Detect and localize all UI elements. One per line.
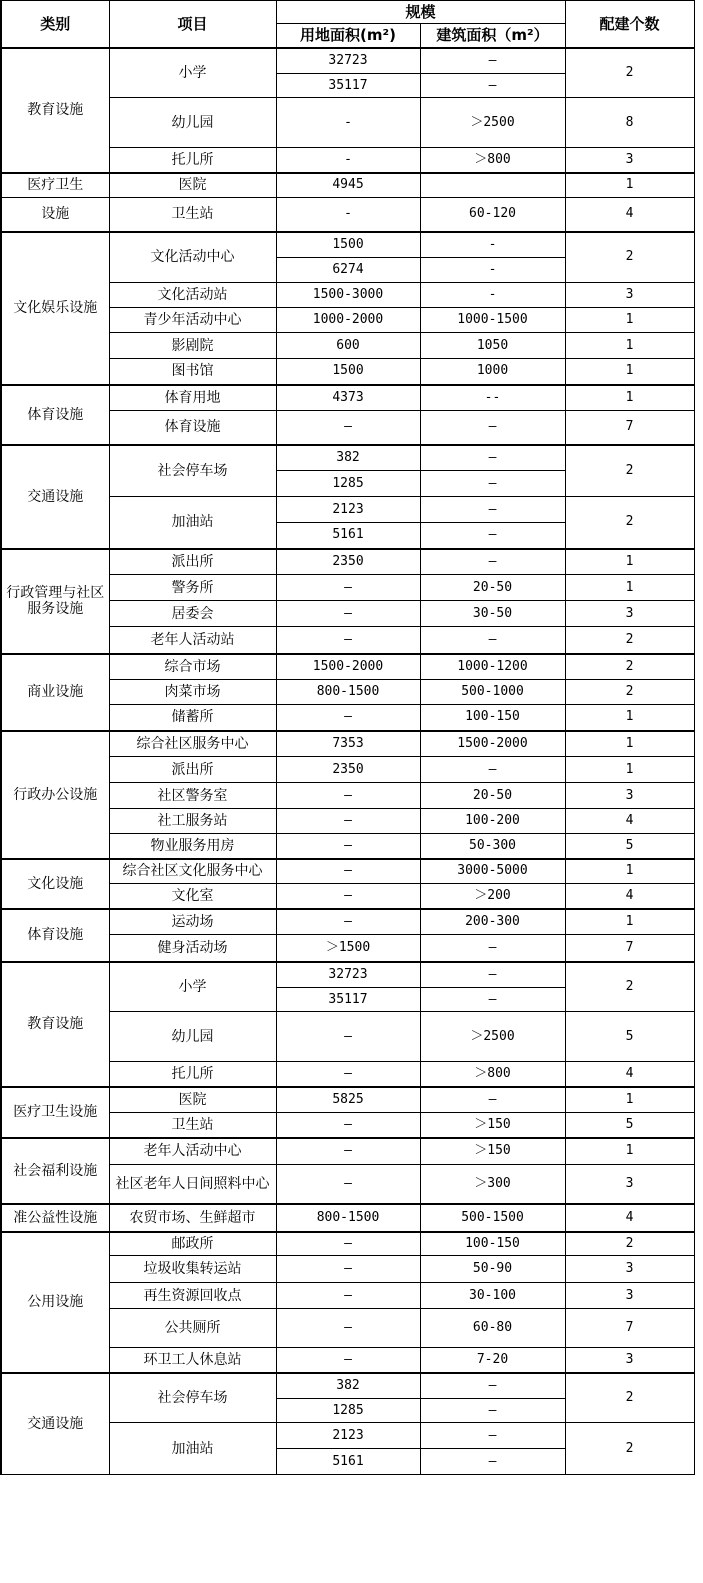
land-area-cell: — — [276, 705, 420, 731]
building-area-cell: 1000-1200 — [420, 654, 565, 680]
building-area-cell: ＞800 — [420, 148, 565, 173]
table-body — [1, 48, 694, 1475]
item-cell: 社区老年人日间照料中心 — [109, 1165, 276, 1204]
land-area-cell: - — [276, 148, 420, 173]
count-cell: 1 — [565, 173, 694, 198]
land-area-cell: 7353 — [276, 731, 420, 757]
category-cell: 体育设施 — [1, 909, 109, 962]
land-area-cell: 5161 — [276, 523, 420, 549]
land-area-cell: 800-1500 — [276, 1204, 420, 1232]
land-area-cell: — — [276, 575, 420, 601]
count-cell: 5 — [565, 1113, 694, 1138]
table-row — [1, 48, 694, 74]
count-cell: 1 — [565, 909, 694, 935]
item-cell: 幼儿园 — [109, 98, 276, 148]
count-cell: 4 — [565, 809, 694, 834]
category-cell: 医疗卫生 — [1, 173, 109, 198]
item-cell: 社会停车场 — [109, 1373, 276, 1423]
item-cell: 社会停车场 — [109, 445, 276, 497]
item-cell: 托儿所 — [109, 1062, 276, 1087]
building-area-cell: — — [420, 549, 565, 575]
count-cell: 2 — [565, 1373, 694, 1423]
building-area-cell: 500-1000 — [420, 680, 565, 705]
count-cell: 4 — [565, 1204, 694, 1232]
category-cell: 教育设施 — [1, 48, 109, 173]
count-cell: 3 — [565, 783, 694, 809]
count-cell: 2 — [565, 627, 694, 654]
count-cell: 3 — [565, 1348, 694, 1373]
category-cell: 文化娱乐设施 — [1, 232, 109, 385]
land-area-cell: 2123 — [276, 497, 420, 523]
table-row — [1, 198, 694, 232]
header-category: 类别 — [1, 1, 109, 48]
building-area-cell: — — [420, 523, 565, 549]
count-cell: 2 — [565, 48, 694, 98]
land-area-cell: 1500-2000 — [276, 654, 420, 680]
count-cell: 1 — [565, 359, 694, 385]
item-cell: 加油站 — [109, 1423, 276, 1475]
land-area-cell: ＞1500 — [276, 935, 420, 962]
item-cell: 综合市场 — [109, 654, 276, 680]
table-row — [1, 445, 694, 471]
land-area-cell: — — [276, 783, 420, 809]
land-area-cell: — — [276, 1062, 420, 1087]
item-cell: 居委会 — [109, 601, 276, 627]
table-row — [1, 1087, 694, 1113]
table-row — [1, 1232, 694, 1256]
land-area-cell: — — [276, 859, 420, 884]
item-cell: 托儿所 — [109, 148, 276, 173]
item-cell: 社区警务室 — [109, 783, 276, 809]
count-cell: 1 — [565, 385, 694, 411]
land-area-cell: 4945 — [276, 173, 420, 198]
item-cell: 加油站 — [109, 497, 276, 549]
item-cell: 文化室 — [109, 884, 276, 909]
count-cell: 1 — [565, 575, 694, 601]
item-cell: 运动场 — [109, 909, 276, 935]
item-cell: 文化活动站 — [109, 283, 276, 308]
building-area-cell: — — [420, 1399, 565, 1423]
item-cell: 综合社区服务中心 — [109, 731, 276, 757]
land-area-cell: — — [276, 1165, 420, 1204]
building-area-cell: 500-1500 — [420, 1204, 565, 1232]
item-cell: 农贸市场、生鲜超市 — [109, 1204, 276, 1232]
building-area-cell: 60-80 — [420, 1309, 565, 1348]
count-cell: 3 — [565, 1283, 694, 1309]
item-cell: 青少年活动中心 — [109, 308, 276, 333]
building-area-cell: ＞150 — [420, 1113, 565, 1138]
item-cell: 幼儿园 — [109, 1012, 276, 1062]
building-area-cell: 1000-1500 — [420, 308, 565, 333]
land-area-cell: — — [276, 1138, 420, 1165]
building-area-cell: ＞2500 — [420, 98, 565, 148]
count-cell: 2 — [565, 497, 694, 549]
count-cell: 3 — [565, 1165, 694, 1204]
category-cell: 医疗卫生设施 — [1, 1087, 109, 1138]
building-area-cell: 30-100 — [420, 1283, 565, 1309]
category-cell: 交通设施 — [1, 1373, 109, 1475]
count-cell: 2 — [565, 445, 694, 497]
building-area-cell: - — [420, 283, 565, 308]
land-area-cell: — — [276, 909, 420, 935]
building-area-cell: — — [420, 1087, 565, 1113]
count-cell: 4 — [565, 198, 694, 232]
land-area-cell: — — [276, 1348, 420, 1373]
category-cell: 行政管理与社区服务设施 — [1, 549, 109, 654]
land-area-cell: 600 — [276, 333, 420, 359]
building-area-cell: 30-50 — [420, 601, 565, 627]
building-area-cell: — — [420, 757, 565, 783]
land-area-cell: 35117 — [276, 988, 420, 1012]
land-area-cell: - — [276, 98, 420, 148]
item-cell: 物业服务用房 — [109, 834, 276, 859]
land-area-cell: 32723 — [276, 962, 420, 988]
building-area-cell: — — [420, 1423, 565, 1449]
building-area-cell: 1500-2000 — [420, 731, 565, 757]
item-cell: 医院 — [109, 1087, 276, 1113]
building-area-cell: — — [420, 1373, 565, 1399]
item-cell: 小学 — [109, 48, 276, 98]
table-row — [1, 654, 694, 680]
building-area-cell: — — [420, 74, 565, 98]
land-area-cell: — — [276, 1256, 420, 1283]
header-scale: 规模 — [276, 1, 565, 24]
building-area-cell: 1000 — [420, 359, 565, 385]
item-cell: 综合社区文化服务中心 — [109, 859, 276, 884]
table-row — [1, 549, 694, 575]
building-area-cell: — — [420, 935, 565, 962]
item-cell: 派出所 — [109, 549, 276, 575]
table-row — [1, 859, 694, 884]
building-area-cell: 50-300 — [420, 834, 565, 859]
building-area-cell: -- — [420, 385, 565, 411]
item-cell: 老年人活动站 — [109, 627, 276, 654]
count-cell: 2 — [565, 962, 694, 1012]
category-cell: 文化设施 — [1, 859, 109, 909]
count-cell: 3 — [565, 601, 694, 627]
building-area-cell: 20-50 — [420, 783, 565, 809]
land-area-cell: — — [276, 884, 420, 909]
count-cell: 1 — [565, 549, 694, 575]
land-area-cell: 1285 — [276, 1399, 420, 1423]
building-area-cell: 50-90 — [420, 1256, 565, 1283]
building-area-cell: — — [420, 471, 565, 497]
building-area-cell: 20-50 — [420, 575, 565, 601]
count-cell: 8 — [565, 98, 694, 148]
building-area-cell: — — [420, 627, 565, 654]
count-cell: 4 — [565, 1062, 694, 1087]
count-cell: 3 — [565, 148, 694, 173]
count-cell: 5 — [565, 834, 694, 859]
land-area-cell: 1500 — [276, 232, 420, 258]
land-area-cell: 2123 — [276, 1423, 420, 1449]
item-cell: 老年人活动中心 — [109, 1138, 276, 1165]
count-cell: 1 — [565, 859, 694, 884]
count-cell: 7 — [565, 935, 694, 962]
item-cell: 图书馆 — [109, 359, 276, 385]
land-area-cell: 1285 — [276, 471, 420, 497]
count-cell: 5 — [565, 1012, 694, 1062]
building-area-cell: 100-150 — [420, 705, 565, 731]
item-cell: 小学 — [109, 962, 276, 1012]
land-area-cell: — — [276, 1283, 420, 1309]
table-row — [1, 385, 694, 411]
building-area-cell: — — [420, 445, 565, 471]
item-cell: 垃圾收集转运站 — [109, 1256, 276, 1283]
item-cell: 文化活动中心 — [109, 232, 276, 283]
count-cell: 1 — [565, 731, 694, 757]
count-cell: 1 — [565, 705, 694, 731]
building-area-cell: ＞2500 — [420, 1012, 565, 1062]
land-area-cell: — — [276, 834, 420, 859]
building-area-cell: ＞150 — [420, 1138, 565, 1165]
building-area-cell: 200-300 — [420, 909, 565, 935]
header-item: 项目 — [109, 1, 276, 48]
item-cell: 派出所 — [109, 757, 276, 783]
land-area-cell: 1500 — [276, 359, 420, 385]
table-row — [1, 173, 694, 198]
item-cell: 体育设施 — [109, 411, 276, 445]
table-row — [1, 1204, 694, 1232]
header-building-area: 建筑面积（m²） — [420, 24, 565, 48]
land-area-cell: 35117 — [276, 74, 420, 98]
category-cell: 准公益性设施 — [1, 1204, 109, 1232]
item-cell: 健身活动场 — [109, 935, 276, 962]
building-area-cell: - — [420, 258, 565, 283]
building-area-cell: 7-20 — [420, 1348, 565, 1373]
building-area-cell — [420, 173, 565, 198]
building-area-cell: — — [420, 48, 565, 74]
land-area-cell: 382 — [276, 1373, 420, 1399]
building-area-cell: ＞300 — [420, 1165, 565, 1204]
table-row — [1, 909, 694, 935]
item-cell: 公共厕所 — [109, 1309, 276, 1348]
count-cell: 3 — [565, 283, 694, 308]
land-area-cell: 6274 — [276, 258, 420, 283]
land-area-cell: 1000-2000 — [276, 308, 420, 333]
item-cell: 肉菜市场 — [109, 680, 276, 705]
land-area-cell: — — [276, 809, 420, 834]
land-area-cell: - — [276, 198, 420, 232]
land-area-cell: — — [276, 411, 420, 445]
count-cell: 1 — [565, 1087, 694, 1113]
building-area-cell: - — [420, 232, 565, 258]
count-cell: 2 — [565, 680, 694, 705]
count-cell: 1 — [565, 333, 694, 359]
category-cell: 社会福利设施 — [1, 1138, 109, 1204]
table-row — [1, 1373, 694, 1399]
item-cell: 影剧院 — [109, 333, 276, 359]
count-cell: 3 — [565, 1256, 694, 1283]
category-cell: 设施 — [1, 198, 109, 232]
count-cell: 4 — [565, 884, 694, 909]
building-area-cell: — — [420, 988, 565, 1012]
land-area-cell: — — [276, 1012, 420, 1062]
count-cell: 2 — [565, 1423, 694, 1475]
land-area-cell: 2350 — [276, 549, 420, 575]
count-cell: 2 — [565, 1232, 694, 1256]
land-area-cell: 5825 — [276, 1087, 420, 1113]
count-cell: 2 — [565, 654, 694, 680]
building-area-cell: — — [420, 411, 565, 445]
building-area-cell: — — [420, 497, 565, 523]
item-cell: 卫生站 — [109, 1113, 276, 1138]
land-area-cell: 1500-3000 — [276, 283, 420, 308]
land-area-cell: 4373 — [276, 385, 420, 411]
header-land-area: 用地面积(m²) — [276, 24, 420, 48]
building-area-cell: 1050 — [420, 333, 565, 359]
item-cell: 警务所 — [109, 575, 276, 601]
land-area-cell: — — [276, 627, 420, 654]
category-cell: 公用设施 — [1, 1232, 109, 1373]
category-cell: 商业设施 — [1, 654, 109, 731]
count-cell: 2 — [565, 232, 694, 283]
table-row — [1, 962, 694, 988]
count-cell: 1 — [565, 308, 694, 333]
item-cell: 体育用地 — [109, 385, 276, 411]
building-area-cell: 60-120 — [420, 198, 565, 232]
category-cell: 教育设施 — [1, 962, 109, 1087]
category-cell: 交通设施 — [1, 445, 109, 549]
land-area-cell: — — [276, 601, 420, 627]
item-cell: 邮政所 — [109, 1232, 276, 1256]
item-cell: 再生资源回收点 — [109, 1283, 276, 1309]
count-cell: 1 — [565, 757, 694, 783]
category-cell: 体育设施 — [1, 385, 109, 445]
header-count: 配建个数 — [565, 1, 694, 48]
item-cell: 医院 — [109, 173, 276, 198]
land-area-cell: 32723 — [276, 48, 420, 74]
count-cell: 1 — [565, 1138, 694, 1165]
category-cell: 行政办公设施 — [1, 731, 109, 859]
building-area-cell: 100-150 — [420, 1232, 565, 1256]
building-area-cell: ＞800 — [420, 1062, 565, 1087]
land-area-cell: — — [276, 1232, 420, 1256]
land-area-cell: 2350 — [276, 757, 420, 783]
building-area-cell: 3000-5000 — [420, 859, 565, 884]
item-cell: 社工服务站 — [109, 809, 276, 834]
table-row — [1, 1138, 694, 1165]
table-row — [1, 731, 694, 757]
land-area-cell: 800-1500 — [276, 680, 420, 705]
building-area-cell: — — [420, 1449, 565, 1475]
building-area-cell: ＞200 — [420, 884, 565, 909]
count-cell: 7 — [565, 411, 694, 445]
count-cell: 7 — [565, 1309, 694, 1348]
item-cell: 储蓄所 — [109, 705, 276, 731]
land-area-cell: — — [276, 1113, 420, 1138]
land-area-cell: 5161 — [276, 1449, 420, 1475]
building-area-cell: 100-200 — [420, 809, 565, 834]
table-row — [1, 232, 694, 258]
building-area-cell: — — [420, 962, 565, 988]
item-cell: 卫生站 — [109, 198, 276, 232]
land-area-cell: 382 — [276, 445, 420, 471]
item-cell: 环卫工人休息站 — [109, 1348, 276, 1373]
land-area-cell: — — [276, 1309, 420, 1348]
